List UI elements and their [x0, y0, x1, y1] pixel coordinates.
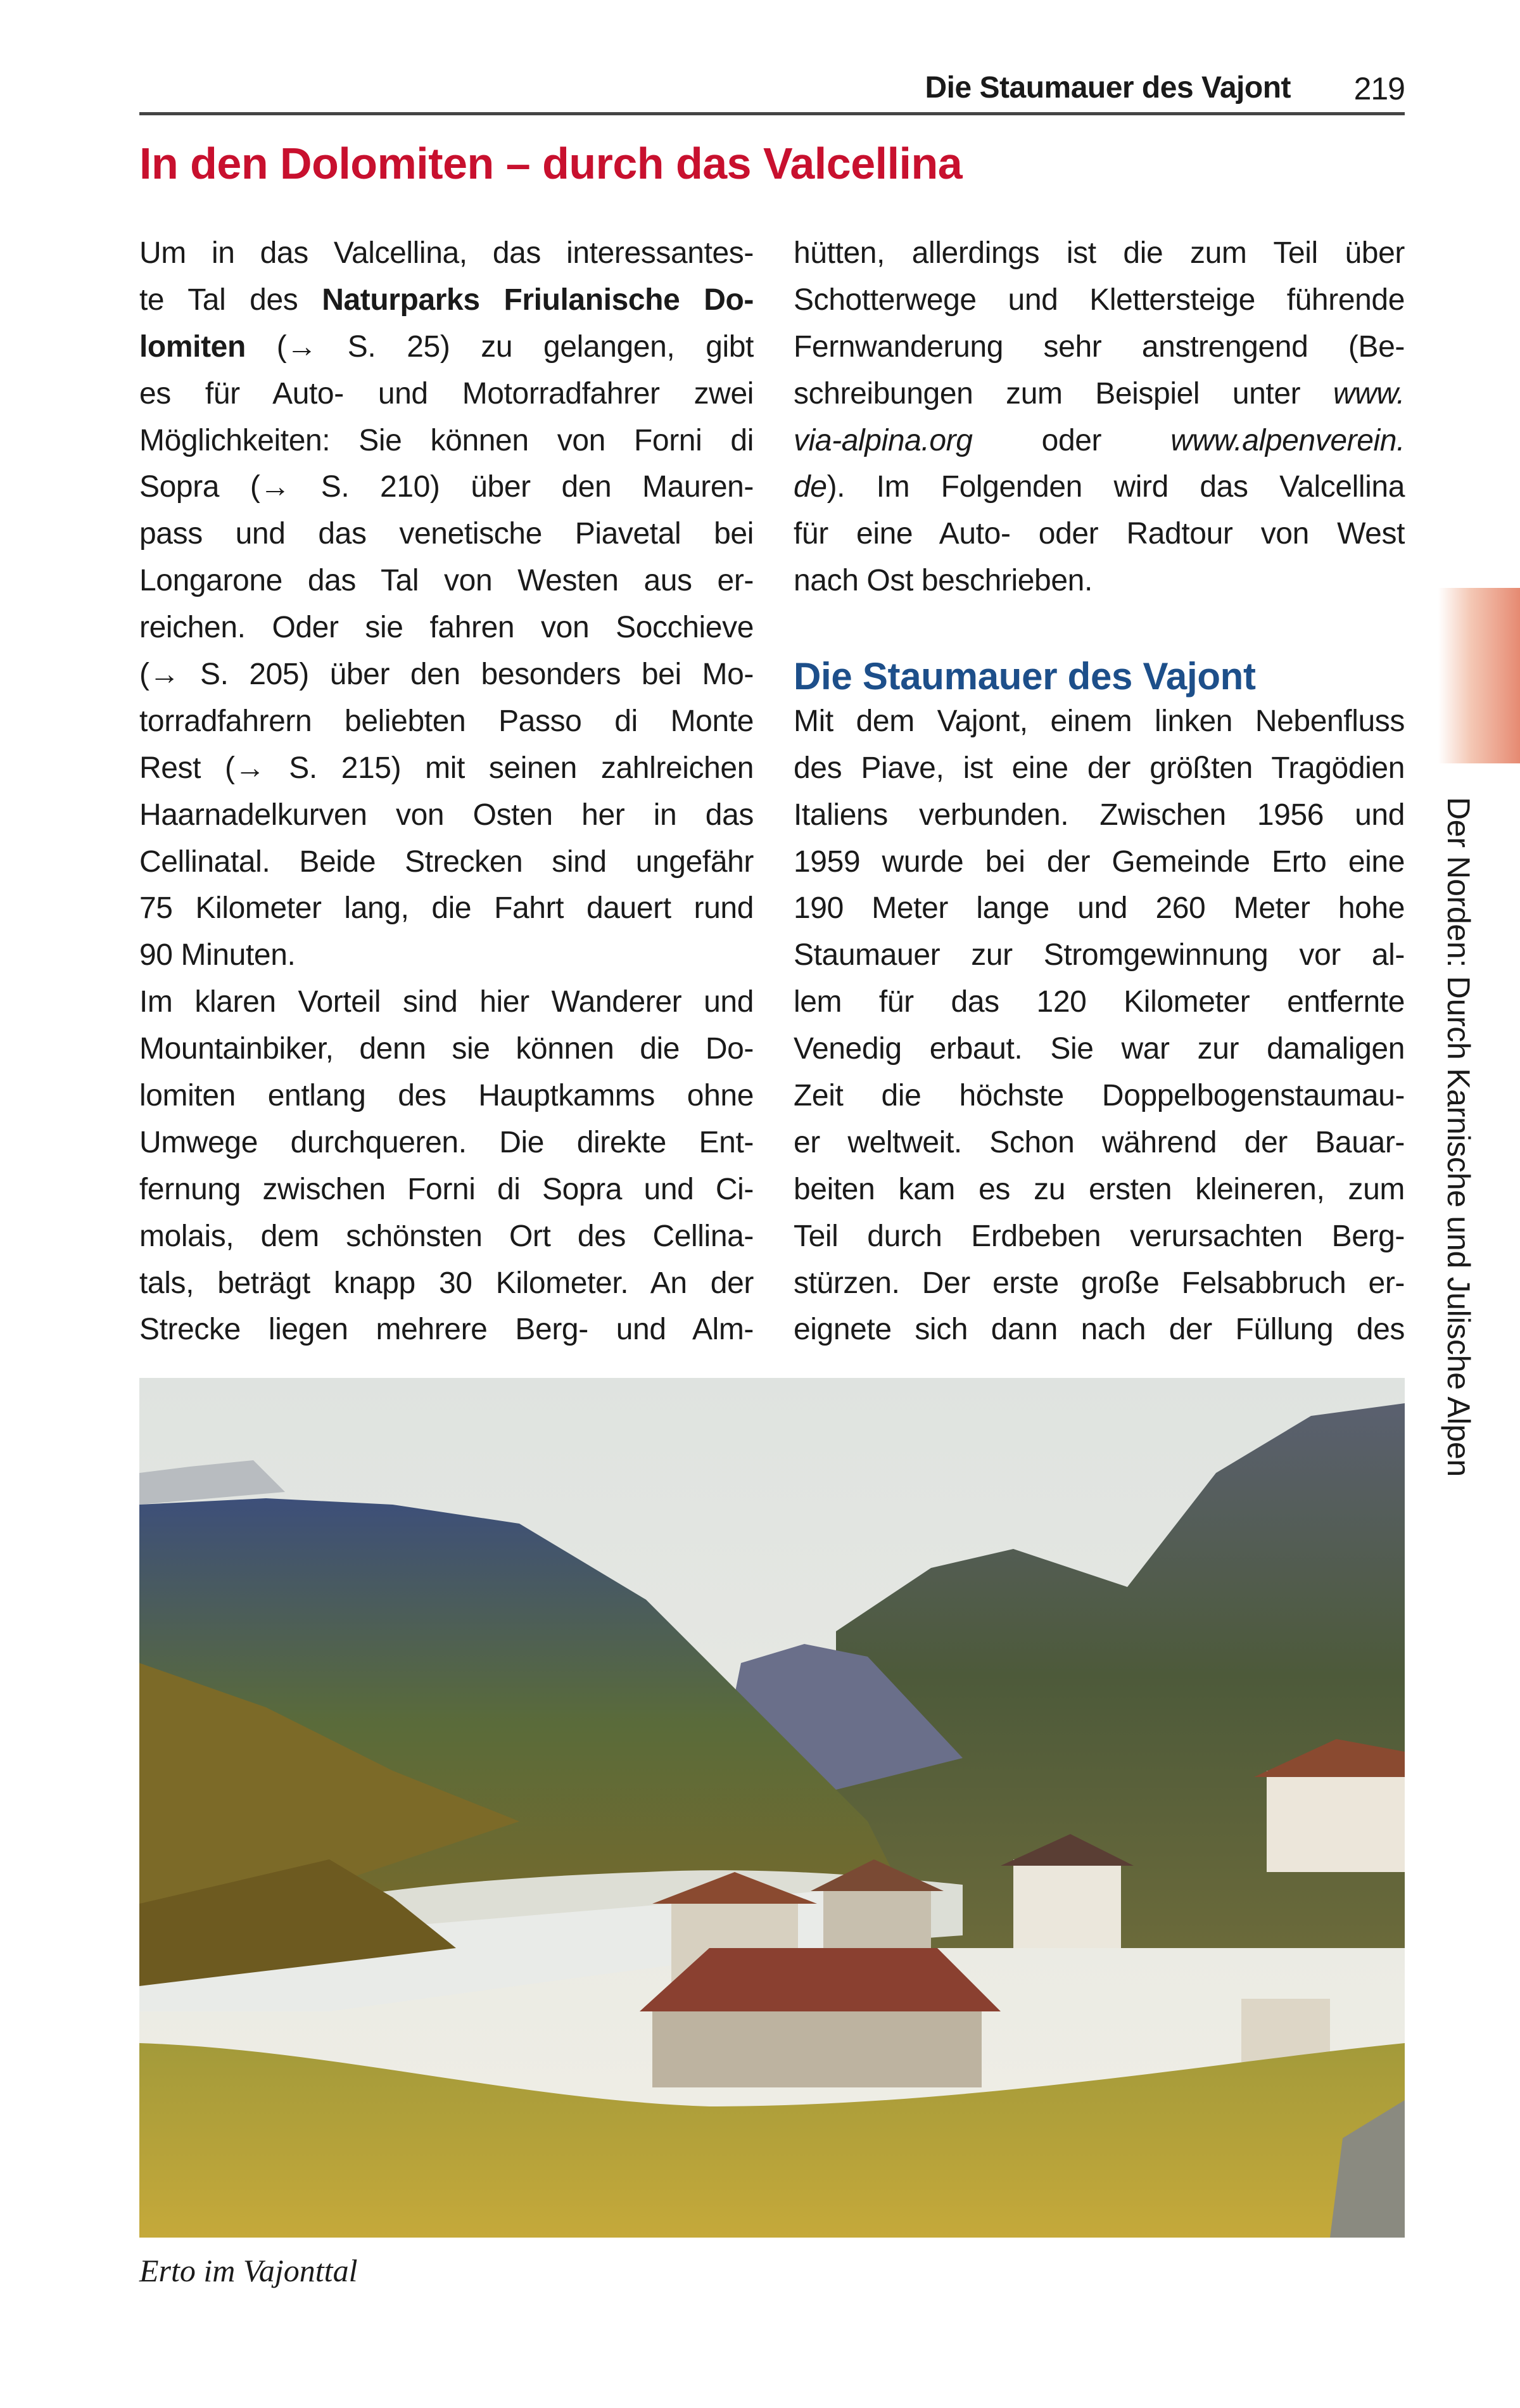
text-line [139, 1213, 754, 1260]
text-line [794, 792, 1405, 839]
text-line [794, 464, 1405, 511]
text-line [139, 1119, 754, 1166]
text-segment: ). Im Folgenden wird das Valcellina [826, 470, 1405, 504]
text-line [139, 745, 754, 792]
text-line [139, 885, 754, 932]
text-line [794, 417, 1405, 464]
text-line [794, 839, 1405, 886]
text-segment: Möglichkeiten: Sie können von Forni di [139, 423, 754, 457]
italic-link-text: www.alpenverein. [1170, 423, 1405, 457]
text-line [139, 932, 754, 979]
text-segment: fernung zwischen Forni di Sopra und Ci- [139, 1172, 754, 1206]
text-line [794, 277, 1405, 324]
text-segment: Mountainbiker, denn sie können die Do- [139, 1032, 754, 1066]
chapter-title: In den Dolomiten – durch das Valcellina [139, 139, 963, 188]
text-line [794, 1213, 1405, 1260]
text-line [139, 511, 754, 557]
text-segment: Sopra (→ S. 210) über den Mauren- [139, 470, 754, 504]
text-line [139, 277, 754, 324]
text-segment: Venedig erbaut. Sie war zur damaligen [794, 1032, 1405, 1066]
text-segment: 190 Meter lange und 260 Meter hohe [794, 891, 1405, 926]
text-line [139, 324, 754, 371]
text-segment: Italiens verbunden. Zwischen 1956 und [794, 798, 1405, 832]
text-segment: Strecke liegen mehrere Berg- und Alm- [139, 1313, 754, 1347]
text-segment: eignete sich dann nach der Füllung des [794, 1313, 1405, 1347]
section-heading: Die Staumauer des Vajont [794, 655, 1256, 698]
text-segment: oder [972, 423, 1171, 457]
text-line [139, 371, 754, 417]
text-segment: lem für das 120 Kilometer entfernte [794, 985, 1405, 1019]
text-line [139, 230, 754, 277]
text-line [139, 464, 754, 511]
text-segment: Cellinatal. Beide Strecken sind ungefähr [139, 844, 754, 879]
text-line [139, 792, 754, 839]
text-line [794, 1306, 1405, 1353]
photo-caption: Erto im Vajonttal [139, 2253, 358, 2288]
text-line [139, 979, 754, 1026]
text-line [794, 979, 1405, 1026]
running-head-title: Die Staumauer des Vajont [925, 71, 1291, 105]
chapter-side-label: Der Norden: Durch Karnische und Julische Alpen [1441, 797, 1476, 1477]
text-segment: des Piave, ist eine der größten Tragödien [794, 751, 1405, 785]
text-segment: lomiten entlang des Hauptkamms ohne [139, 1079, 754, 1113]
text-segment: (→ S. 205) über den besonders bei Mo- [139, 658, 754, 692]
landscape-photo-illustration [139, 1378, 1405, 2238]
text-segment: es für Auto- und Motorradfahrer zwei [139, 376, 754, 411]
text-line [139, 1166, 754, 1213]
text-line [794, 1119, 1405, 1166]
text-line [794, 1073, 1405, 1119]
italic-link-text: via-alpina.org [794, 423, 973, 457]
text-segment: Um in das Valcellina, das interessantes- [139, 236, 754, 270]
text-segment: 1959 wurde bei der Gemeinde Erto eine [794, 844, 1405, 879]
text-segment: tals, beträgt knapp 30 Kilometer. An der [139, 1266, 754, 1300]
chapter-tab-marker [1438, 588, 1520, 763]
italic-link-text: de [794, 470, 827, 504]
text-segment: pass und das venetische Piavetal bei [139, 517, 754, 551]
text-segment: Haarnadelkurven von Osten her in das [139, 798, 754, 832]
text-segment: Rest (→ S. 215) mit seinen zahlreichen [139, 751, 754, 785]
text-segment: Umwege durchqueren. Die direkte Ent- [139, 1125, 754, 1159]
text-segment: beiten kam es zu ersten kleineren, zum [794, 1172, 1405, 1206]
text-line [139, 839, 754, 886]
text-line [139, 1306, 754, 1353]
text-line [794, 932, 1405, 979]
text-segment: Schotterwege und Klettersteige führende [794, 283, 1405, 317]
text-line [139, 698, 754, 745]
text-segment: Mit dem Vajont, einem linken Nebenfluss [794, 704, 1405, 738]
text-segment: 75 Kilometer lang, die Fahrt dauert rund [139, 891, 754, 926]
text-segment: nach Ost beschrieben. [794, 564, 1092, 598]
text-segment: molais, dem schönsten Ort des Cellina- [139, 1219, 754, 1253]
bold-text: lomiten [139, 329, 246, 364]
text-line [139, 417, 754, 464]
text-line [794, 511, 1405, 557]
right-text-column [794, 230, 1405, 1353]
text-line [794, 1026, 1405, 1073]
text-line [139, 604, 754, 651]
text-line [139, 651, 754, 698]
text-line [794, 1166, 1405, 1213]
text-line [794, 230, 1405, 277]
text-line [794, 1260, 1405, 1307]
text-segment: Teil durch Erdbeben verursachten Berg- [794, 1219, 1405, 1253]
text-line [794, 371, 1405, 417]
text-line [794, 885, 1405, 932]
text-segment: hütten, allerdings ist die zum Teil über [794, 236, 1405, 270]
text-line [139, 1260, 754, 1307]
text-segment: Longarone das Tal von Westen aus er- [139, 564, 754, 598]
text-segment: reichen. Oder sie fahren von Socchieve [139, 611, 754, 645]
text-segment: torradfahrern beliebten Passo di Monte [139, 704, 754, 738]
text-segment: te Tal des [139, 283, 322, 317]
text-segment: Fernwanderung sehr anstrengend (Be- [794, 329, 1405, 364]
text-segment: (→ S. 25) zu gelangen, gibt [245, 329, 754, 364]
text-line [794, 745, 1405, 792]
text-line [794, 324, 1405, 371]
left-text-column [139, 230, 754, 1353]
text-segment: schreibungen zum Beispiel unter [794, 376, 1333, 411]
text-segment: er weltweit. Schon während der Bauar- [794, 1125, 1405, 1159]
page-number: 219 [1353, 71, 1405, 106]
text-line [139, 557, 754, 604]
text-segment: stürzen. Der erste große Felsabbruch er- [794, 1266, 1405, 1300]
italic-link-text: www. [1333, 376, 1405, 411]
text-line [139, 1073, 754, 1119]
blank-line [794, 604, 1405, 651]
text-line [794, 698, 1405, 745]
text-segment: Zeit die höchste Doppelbogenstaumau- [794, 1079, 1405, 1113]
bold-text: Naturparks Friulanische Do- [322, 283, 754, 317]
text-segment: 90 Minuten. [139, 938, 296, 972]
text-segment: Im klaren Vorteil sind hier Wanderer und [139, 985, 754, 1019]
running-head [139, 67, 1405, 115]
text-segment: Staumauer zur Stromgewinnung vor al- [794, 938, 1405, 972]
text-line [794, 557, 1405, 604]
photo-erto [139, 1378, 1405, 2238]
text-line [139, 1026, 754, 1073]
text-segment: für eine Auto- oder Radtour von West [794, 517, 1405, 551]
